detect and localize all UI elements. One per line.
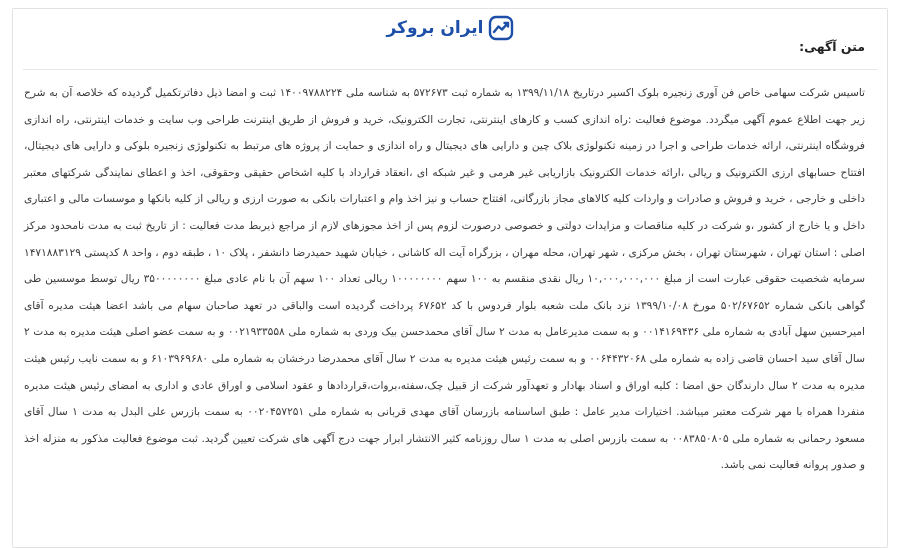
brand-header (13, 15, 887, 41)
notice-card (12, 8, 888, 548)
title-divider (23, 69, 877, 70)
brand-logo[interactable] (376, 15, 523, 41)
trend-chart-icon (488, 15, 514, 41)
brand-name: ایران بروکر (386, 18, 484, 38)
notice-title: متن آگهی: (799, 39, 865, 54)
notice-body: تاسیس شرکت سهامی خاص فن آوری زنجیره بلوک اکسیر درتاریخ ۱۳۹۹/۱۱/۱۸ به شماره ثبت ۵۷۲۶۷۳ به شناسه ملی ۱۴۰۰۹۷۸۸۲۲۴ ثبت و امضا ذیل دفاترتکمیل گردیده که خلاصه آن به شرح زیر جهت اطلاع عموم آگهی میگردد. موضوع فعالیت :راه اندازی کسب و کارهای اینترنتی، تجارت الکترونیک، خرید و فروش از طریق اینترنت طراحی وب سایت و خدمات اینترنتی، راه اندازی فروشگاه اینترنتی، ارائه خدمات طراحی و اجرا در زمینه تکنولوژی بلاک چین و دارایی های دیجیتال و راه اندازی و حمایت از پروژه های مرتبط به تکنولوژی زنجیره بلوکی و دارایی های دیجیتال، افتتاح حسابهای ارزی الکترونیک و ریالی ،ارائه خدمات الکترونیک بازاریابی غیر هرمی و غیر شبکه ای ،انعقاد قرارداد با کلیه اشخاص حقیقی وحقوقی، اخذ و اعطای نمایندگی شرکتهای معتبر داخلی و خارجی ، خرید و فروش و صادرات و واردات کلیه کالاهای مجاز بازرگانی، افتتاح حساب و نیز اخذ وام و اعتبارات بانکی به صورت ارزی و ریالی از کلیه بانکها و موسسات مالی و اعتباری داخل و یا خارج از کشور ،و شرکت در کلیه مناقصات و مزایدات دولتی و خصوصی درصورت لزوم پس از اخذ مجوزهای لازم از مراجع ذیربط مدت فعالیت : از تاریخ ثبت به مدت نامحدود مرکز اصلی : استان تهران ، شهرستان تهران ، بخش مرکزی ، شهر تهران، محله مهران ، بزرگراه آیت اله کاشانی ، خیابان شهید حمیدرضا دانشفر ، پلاک ۱۰ ، طبقه دوم ، واحد ۸ کدپستی ۱۴۷۱۸۸۳۱۲۹ سرمایه شخصیت حقوقی عبارت است از مبلغ ۱۰,۰۰۰,۰۰۰,۰۰۰ ریال نقدی منقسم به ۱۰۰ سهم ۱۰۰۰۰۰۰۰۰ ریالی تعداد ۱۰۰ سهم آن با نام عادی مبلغ ۳۵۰۰۰۰۰۰۰۰ ریال توسط موسسین طی گواهی بانکی شماره ۵۰۲/۶۷۶۵۲ مورخ ۱۳۹۹/۱۰/۰۸ نزد بانک ملت شعبه بلوار فردوس با کد ۶۷۶۵۲ پرداخت گردیده است والباقی در تعهد صاحبان سهام می باشد اعضا هیئت مدیره آقای امیرحسین سهل آبادی به شماره ملی ۰۰۱۴۱۶۹۴۳۶ و به سمت مدیرعامل به مدت ۲ سال آقای محمدحسن بیک وردی به شماره ملی ۰۰۲۱۹۳۳۵۵۸ و به سمت عضو اصلی هیئت مدیره به مدت ۲ سال آقای سید احسان قاضی زاده به شماره ملی ۰۰۶۴۴۳۲۰۶۸ و به سمت رئیس هیئت مدیره به مدت ۲ سال آقای محمدرضا درخشان به شماره ملی ۶۱۰۳۹۶۹۶۸۰ و به سمت نایب رئیس هیئت مدیره به مدت ۲ سال دارندگان حق امضا : کلیه اوراق و اسناد بهادار و تعهدآور شرکت از قبیل چک،سفته،بروات،قراردادها و عقود اسلامی و اوراق عادی و اداری به امضای رئیس هیئت مدیره منفردا همراه با مهر شرکت معتبر میباشد. اختیارات مدیر عامل : طبق اساسنامه بازرسان آقای مهدی قربانی به شماره ملی ۰۰۲۰۴۵۷۲۵۱ به سمت بازرس علی البدل به مدت ۱ سال آقای مسعود رحمانی به شماره ملی ۰۰۸۳۸۵۰۸۰۵ به سمت بازرس اصلی به مدت ۱ سال روزنامه کثیر الانتشار ابرار جهت درج آگهی های شرکت تعیین گردید. ثبت موضوع فعالیت مذکور به منزله اخذ و صدور پروانه فعالیت نمی باشد. (24, 87, 866, 472)
